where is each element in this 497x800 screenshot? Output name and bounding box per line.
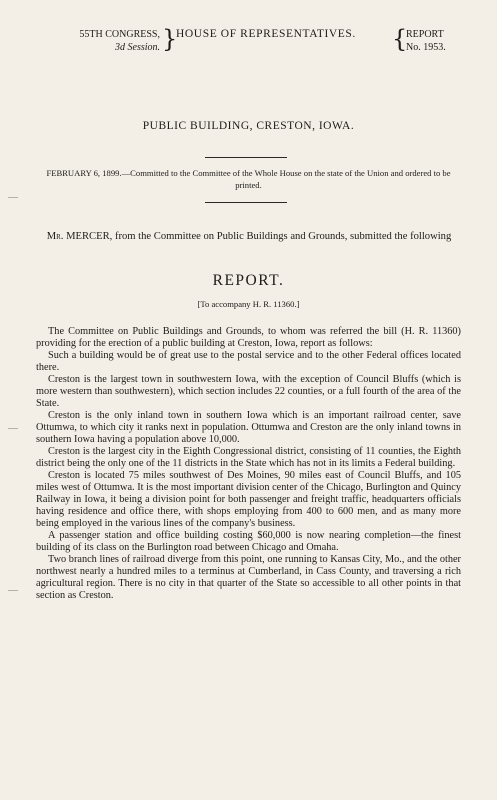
document-header — [62, 24, 462, 58]
report-body — [36, 326, 461, 602]
date-line — [36, 167, 461, 191]
report-label: REPORT — [406, 29, 444, 40]
divider-rule-top — [205, 157, 287, 158]
accompany-note: [To accompany H. R. 11360.] — [197, 299, 300, 309]
right-brace: { — [392, 25, 408, 53]
paragraph: Creston is the only inland town in southern Iowa which is an important railroad center, save Ottumwa, to which city it ranks next in population. Ottumwa and Creston are the only inland towns in southern Iowa having a population above 10,000. — [36, 410, 461, 445]
report-heading: REPORT. — [212, 272, 285, 289]
submitter-line — [40, 230, 458, 244]
document-title: PUBLIC BUILDING, CRESTON, IOWA. — [142, 120, 355, 132]
left-brace: } — [162, 25, 178, 53]
date-line-text: —Committed to the Committee of the Whole House on the state of the Union and ordered to be printed. — [121, 168, 451, 190]
house-title: HOUSE OF REPRESENTATIVES. — [176, 28, 356, 40]
submitter-text: from the Committee on Public Buildings and Grounds, submitted the following — [112, 231, 452, 242]
session-label: 3d Session. — [115, 42, 160, 53]
margin-mark — [8, 590, 18, 591]
margin-mark — [8, 428, 18, 429]
paragraph: Two branch lines of railroad diverge from this point, one running to Kansas City, Mo., and the other northwest nearly a hundred miles to a terminus at Cumberland, in Cass County, and traversing a rich agricultural region. There is no city in that quarter of the State so accessible to all other points in that section as Creston. — [36, 554, 461, 601]
report-number-block — [406, 28, 446, 54]
submitter-name: Mr. MERCER, — [46, 231, 113, 242]
congress-session — [62, 28, 160, 54]
divider-rule-bottom — [205, 202, 287, 203]
paragraph: The Committee on Public Buildings and Grounds, to whom was referred the bill (H. R. 11360) providing for the erection of a public building at Creston, Iowa, report as follows: — [36, 326, 461, 349]
date: FEBRUARY 6, 1899. — [46, 168, 122, 178]
paragraph: Creston is the largest city in the Eighth Congressional district, consisting of 11 counties, the Eighth district being the only one of the 11 districts in the State which has not in its limits a Federal building. — [36, 446, 461, 469]
paragraph: A passenger station and office building costing $60,000 is now nearing completion—the finest building of its class on the Burlington road between Chicago and Omaha. — [36, 530, 461, 553]
margin-mark — [8, 197, 18, 198]
paragraph: Such a building would be of great use to the postal service and to the other Federal offices located there. — [36, 350, 461, 373]
paragraph: Creston is the largest town in southwestern Iowa, with the exception of Council Bluffs (which is more western than southwestern), which section includes 22 counties, or a full fourth of the area of the State. — [36, 374, 461, 409]
congress-label: 55TH CONGRESS, — [79, 29, 160, 40]
paragraph: Creston is located 75 miles southwest of Des Moines, 90 miles east of Council Bluffs, and 105 miles west of Ottumwa. It is the most important division center of the Chicago, Burlington and Quincy Railway in Iowa, it being a division point for both passenger and freight traffic, headquarters officials having residence and office there, with shops employing from 400 to 600 men, and as many more being employed in the various lines of the company's business. — [36, 470, 461, 529]
report-number: No. 1953. — [406, 42, 446, 53]
